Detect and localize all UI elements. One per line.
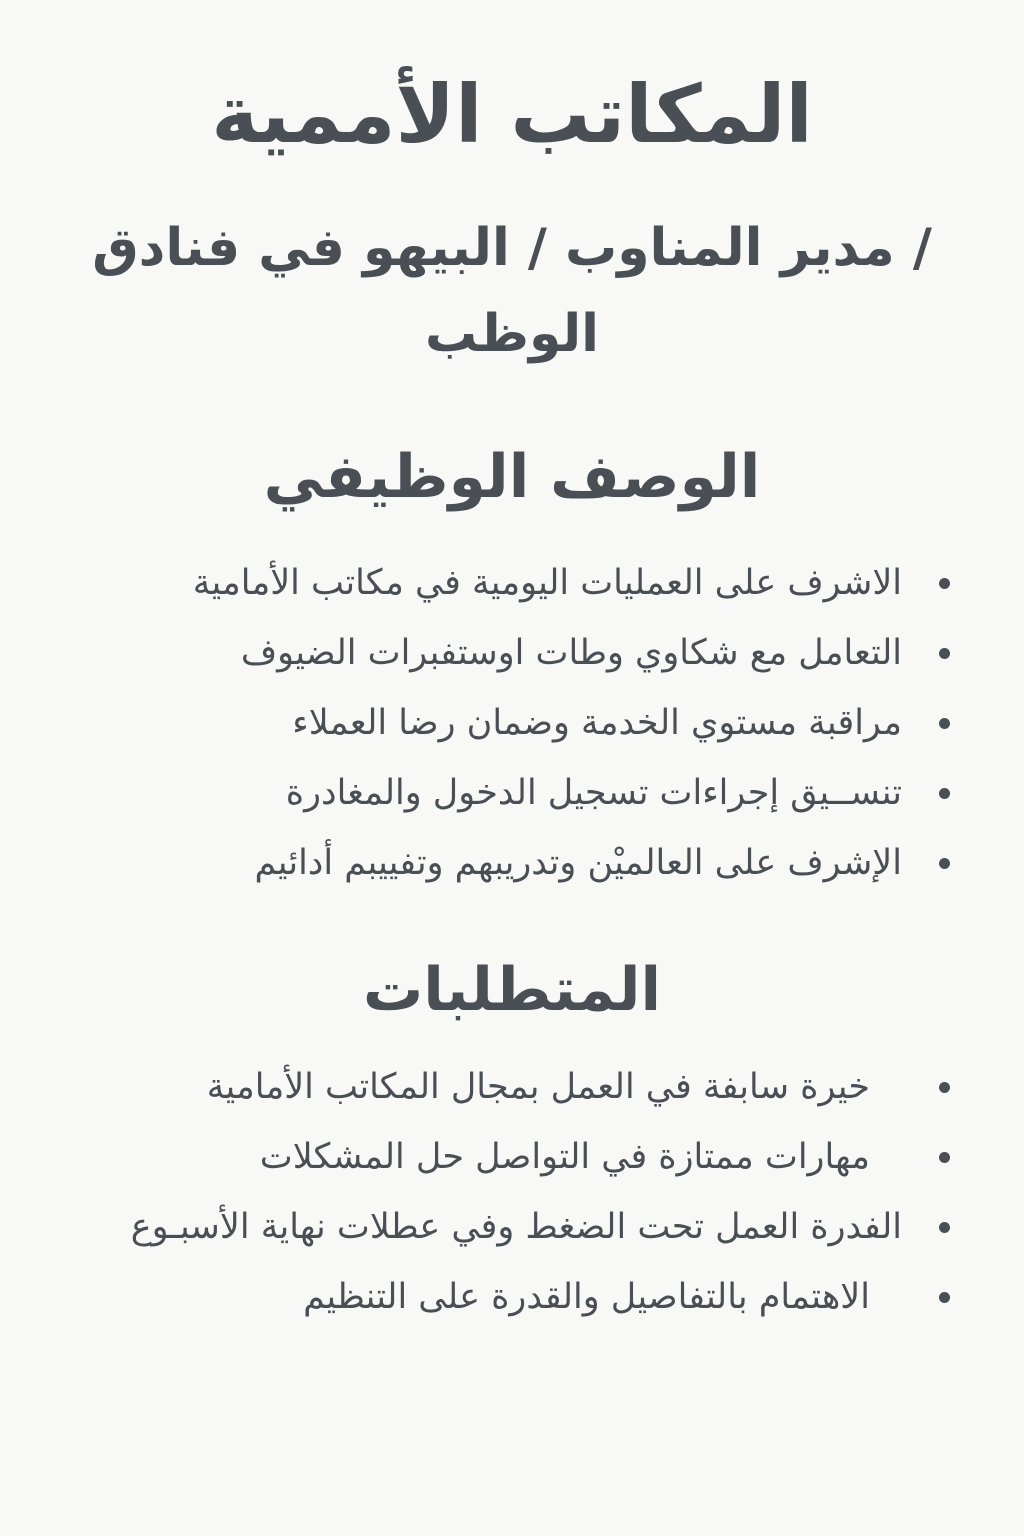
list-item <box>60 1122 960 1192</box>
list-item-text: الاشرف على العمليات اليومية في مكاتب الأمامية <box>192 563 902 603</box>
list-item-text: التعامل مع شكاوي وطات اوستفبرات الضيوف <box>240 633 902 673</box>
bullet-icon <box>939 788 950 799</box>
bullet-icon <box>939 1082 950 1093</box>
list-item <box>60 548 960 618</box>
list-item-text: مراقبة مستوي الخدمة وضمان رضا العملاء <box>292 703 902 743</box>
page-title: المكاتب الأممية <box>211 68 813 161</box>
requirements-heading: المتطلبات <box>362 955 662 1025</box>
bullet-icon <box>939 1152 950 1163</box>
bullet-icon <box>939 858 950 869</box>
job-description-heading: الوصف الوظيفي <box>263 442 761 512</box>
list-item-text: الاهتمام بالتفاصيل والقدرة على التنظيم <box>303 1277 870 1317</box>
list-item <box>60 1052 960 1122</box>
list-item <box>60 1192 960 1262</box>
bullet-icon <box>939 1292 950 1303</box>
list-item <box>60 758 960 828</box>
list-item-text: مهارات ممتازة في التواصل حل المشكلات <box>259 1137 870 1177</box>
list-item <box>60 828 960 898</box>
bullet-icon <box>939 718 950 729</box>
list-item-text: الإشرف على العالميْن وتدريبهم وتفييبم أدائيم <box>254 843 902 883</box>
list-item-text: الفدرة العمل تحت الضغط وفي عطلات نهاية الأسبـوع <box>130 1207 902 1247</box>
list-item <box>60 1262 960 1332</box>
list-item-text: خيرة سابفة في العمل بمجال المكاتب الأمامية <box>206 1067 870 1107</box>
job-description-list <box>60 548 960 898</box>
list-item-text: تنســيق إجراءات تسجيل الدخول والمغادرة <box>285 773 902 813</box>
bullet-icon <box>939 1222 950 1233</box>
bullet-icon <box>939 578 950 589</box>
list-item <box>60 688 960 758</box>
bullet-icon <box>939 648 950 659</box>
list-item <box>60 618 960 688</box>
job-subtitle: / مدير المناوب / البيهو في فنادق الوظب <box>92 218 932 364</box>
requirements-list <box>60 1052 960 1332</box>
